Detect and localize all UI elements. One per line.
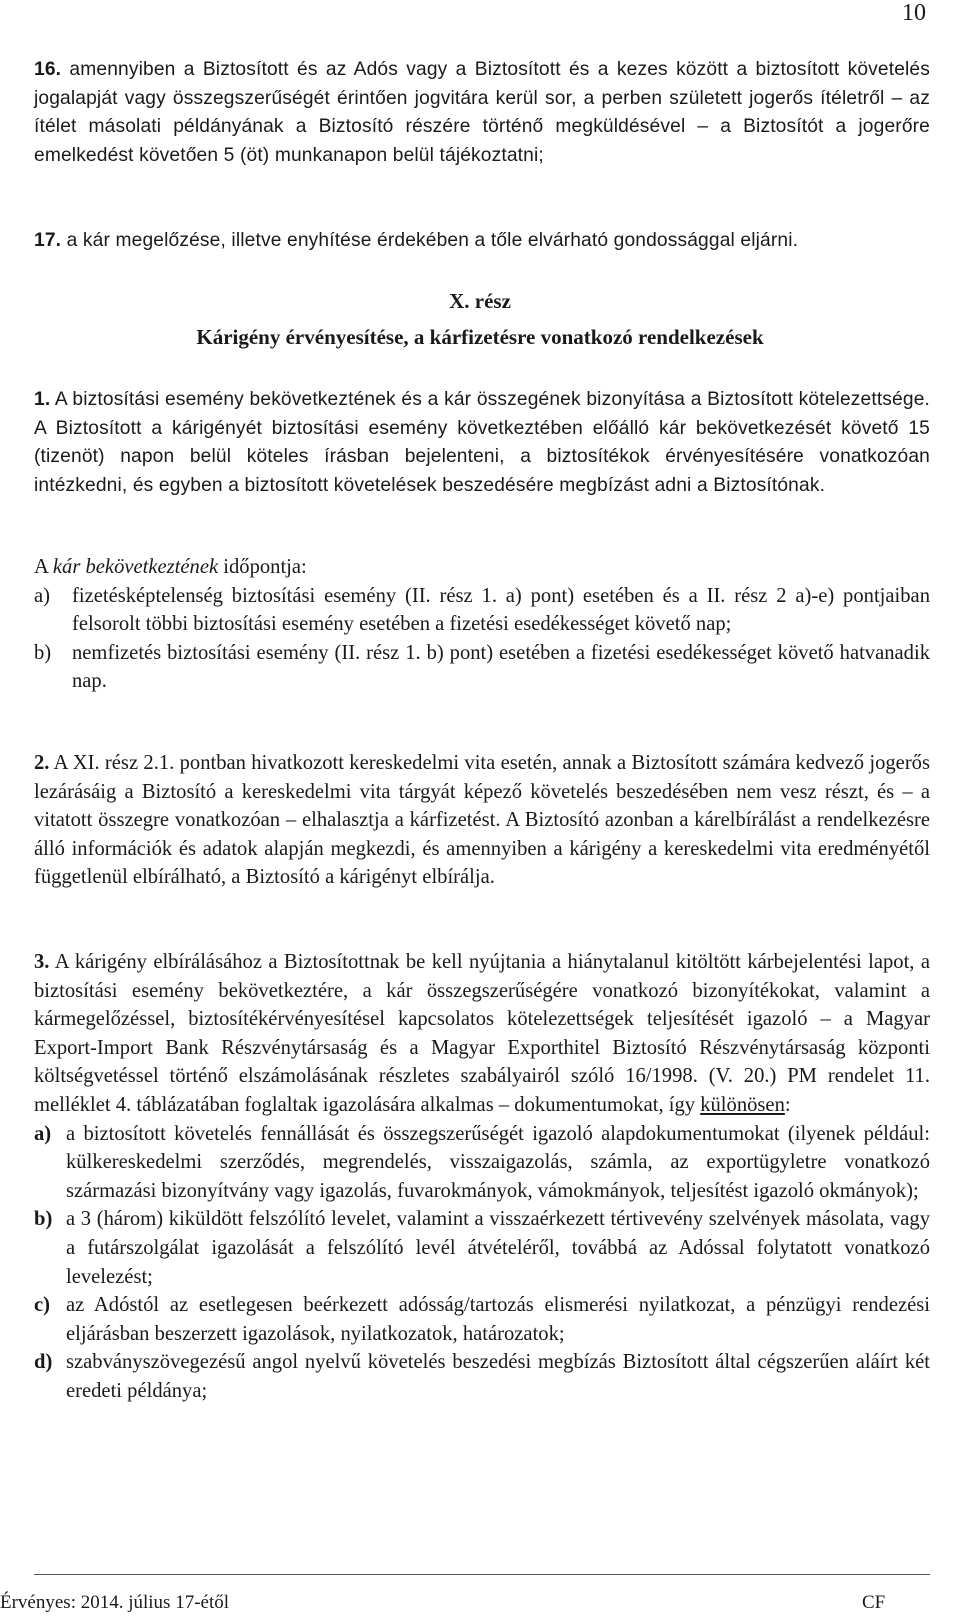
- section-title: Kárigény érvényesítése, a kárfizetésre vonatkozó rendelkezések: [196, 325, 764, 349]
- doc-item-c-text: az Adóstól az esetlegesen beérkezett adósság/tartozás elismerési nyilatkozat, a pénzügyi rendezési eljárásban beszerzett igazolások, nyilatkozatok, határozatok;: [66, 1294, 930, 1345]
- section-number: X. rész: [449, 289, 511, 313]
- loss-date-heading: [34, 553, 930, 582]
- loss-date-suffix: időpontja:: [218, 556, 307, 578]
- list-item-17: [34, 227, 930, 256]
- doc-item-b-text: a 3 (három) kiküldött felszólító levelet, valamint a visszaérkezett tértivevény szelvények másolata, vagy a futárszolgálat igazolását a felszólító levél átvételéről, továbbá az Adóssal folytatott vonatkozó levelezést;: [66, 1208, 930, 1288]
- paragraph-3-text: [34, 948, 930, 1120]
- paragraph-1-number: 1.: [34, 389, 51, 410]
- doc-item-b-label: b): [34, 1208, 53, 1231]
- doc-item-a-text: a biztosított követelés fennállását és összegszerűségét igazoló alapdokumentumokat (ilyenek például: külkereskedelmi szerződés, megrendelés, visszaigazolás, számla, az exportügyletre vonatkozó származási bizonyítvány vagy igazolás, fuvarokmányok, vámokmányok, teljesítést igazoló okmányok);: [66, 1122, 930, 1202]
- doc-item-a-label: a): [34, 1122, 52, 1145]
- paragraph-1-body: A biztosítási esemény bekövetkeztének és a kár összegének bizonyítása a Biztosított kötelezettsége. A Biztosított a kárigényét biztosítási esemény következtében előálló kár bekövetkezését követő 15 (tizenöt) napon belül köteles írásban bejelenteni, a biztosítékok érvényesítésére vonatkozóan intézkedni, és egyben a biztosított követelések beszedésére megbízást adni a Biztosítónak.: [34, 389, 930, 496]
- doc-item-d-text: szabványszövegezésű angol nyelvű követelés beszedési megbízás Biztosított által cégszerűen aláírt két eredeti példánya;: [66, 1351, 930, 1402]
- item-17-text: a kár megelőzése, illetve enyhítése érdekében a tőle elvárható gondossággal eljárni.: [66, 230, 799, 251]
- loss-date-prefix: A: [34, 556, 53, 578]
- paragraph-3: [34, 948, 930, 1406]
- footer: [0, 1592, 960, 1620]
- footer-divider: [34, 1574, 930, 1575]
- list-item-16: [34, 56, 930, 170]
- doc-item-a: [34, 1120, 930, 1206]
- doc-item-d-label: d): [34, 1351, 53, 1374]
- loss-date-item-a-text: fizetésképtelenség biztosítási esemény (II. rész 1. a) pont) esetében és a II. rész 2 a)-e) pontjaiban felsorolt többi biztosítási esemény esetében a fizetési esedékességet követő nap;: [72, 584, 930, 636]
- doc-item-d: [34, 1348, 930, 1405]
- paragraph-3-number: 3.: [34, 951, 50, 973]
- loss-date-item-a-label: a): [34, 584, 50, 607]
- doc-item-c-label: c): [34, 1294, 50, 1317]
- item-17-number: 17.: [34, 230, 62, 251]
- doc-item-c: [34, 1291, 930, 1348]
- loss-date-item-b-text: nemfizetés biztosítási esemény (II. rész 1. b) pont) esetében a fizetési esedékességet követő hatvanadik nap.: [72, 641, 930, 693]
- footer-code: CF: [862, 1592, 886, 1613]
- item-16-number: 16.: [34, 59, 62, 80]
- paragraph-2-text: [34, 749, 930, 892]
- item-16-text: amennyiben a Biztosított és az Adós vagy a Biztosított és a kezes között a biztosított követelés jogalapját vagy összegszerűségét érintően jogvitára kerül sor, a perben született jogerős ítéletről – az ítélet másolati példányának a Biztosító részére történő megküldésével – a Biztosítót a jogerőre emelkedést követően 5 (öt) munkanapon belül tájékoztatni;: [34, 59, 931, 166]
- page-number: 10: [902, 0, 926, 26]
- paragraph-2-number: 2.: [34, 752, 50, 774]
- paragraph-1: [34, 386, 930, 500]
- paragraph-3-underlined: különösen: [700, 1093, 785, 1116]
- loss-date-item-b-label: b): [34, 641, 52, 664]
- paragraph-2: [34, 749, 930, 892]
- paragraph-1-text: [34, 386, 930, 500]
- paragraph-3-colon: :: [784, 1093, 791, 1116]
- paragraph-3-body: A kárigény elbírálásához a Biztosítottnak be kell nyújtania a hiánytalanul kitöltött kárbejelentési lapot, a biztosítási esemény bekövetkeztére, a kár összegszerűségére vonatkozó bizonyítékokat, valamint a kármegelőzéssel, biztosítékérvényesítésel kapcsolatos kötelezettségek teljesítését igazoló – a Magyar Export-Import Bank Részvénytársaság és a Magyar Exporthitel Biztosító Részvénytársaság központi költségvetéssel történő elszámolásának részletes szabályairól szóló 16/1998. (V. 20.) PM rendelet 11. melléklet 4. táblázatában foglaltak igazolására alkalmas – dokumentumokat, így: [34, 951, 930, 1116]
- item-16-paragraph: [34, 56, 930, 170]
- loss-date-italic: kár bekövetkeztének: [52, 556, 219, 578]
- doc-item-b: [34, 1205, 930, 1291]
- paragraph-2-body: A XI. rész 2.1. pontban hivatkozott kereskedelmi vita esetén, annak a Biztosított számára kedvező jogerős lezárásáig a Biztosító a kereskedelmi vita tárgyát képező követelés beszedésében nem vesz részt, és – a vitatott összegre vonatkozóan – elhalasztja a kárfizetést. A Biztosító azonban a kárelbírálást a rendelkezésre álló információk és adatok alapján megkezdi, és amennyiben a kárigény a kereskedelmi vita eredményétől függetlenül elbírálható, a Biztosító a kárigényt elbírálja.: [34, 752, 930, 889]
- loss-date-section: [34, 553, 930, 696]
- item-17-paragraph: [34, 227, 930, 256]
- loss-date-item-a: [34, 582, 930, 639]
- loss-date-item-b: [34, 639, 930, 696]
- footer-validity: Érvényes: 2014. július 17-étől: [0, 1592, 230, 1613]
